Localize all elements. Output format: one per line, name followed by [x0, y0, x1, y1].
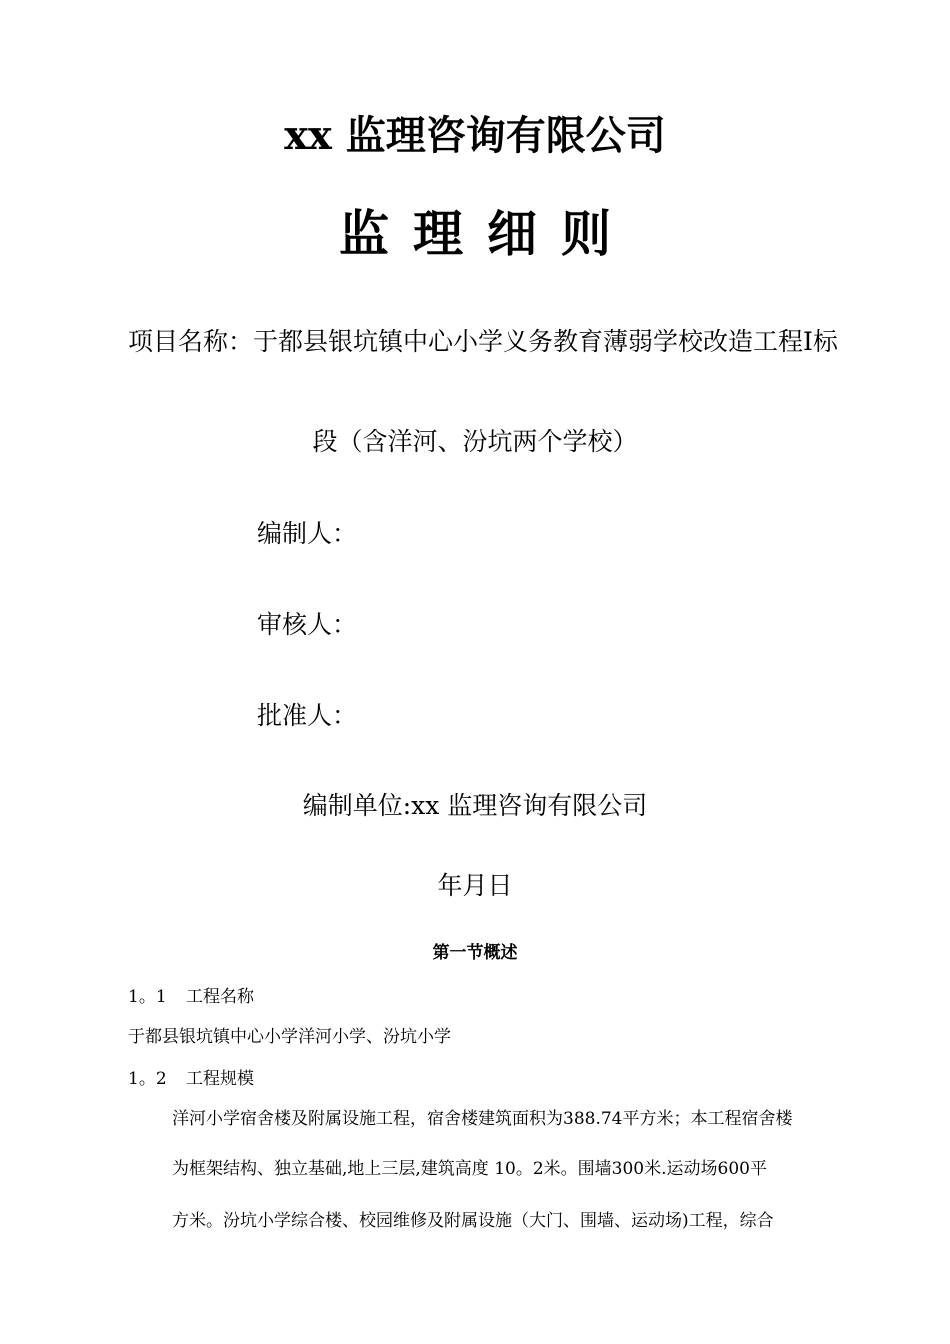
compiling-unit: 编制单位:xx 监理咨询有限公司 [302, 791, 648, 820]
project-name-line-1: 项目名称：于都县银坑镇中心小学义务教育薄弱学校改造工程Ⅰ标 [128, 327, 838, 356]
subheading-number: 1。2 [128, 1069, 167, 1089]
document-title: 监理细则 [339, 204, 635, 263]
subheading-project-scale [128, 1066, 254, 1092]
subheading-label: 工程规模 [186, 1069, 254, 1089]
compiler-field: 编制人： [257, 519, 358, 548]
subheading-project-name [128, 984, 254, 1010]
project-name-text: 于都县银坑镇中心小学洋河小学、汾坑小学 [128, 1027, 451, 1047]
subheading-label: 工程名称 [186, 987, 254, 1007]
scale-paragraph-line: 方米。汾坑小学综合楼、校园维修及附属设施（大门、围墙、运动场)工程，综合 [172, 1211, 774, 1231]
scale-paragraph-line: 洋河小学宿舍楼及附属设施工程，宿舍楼建筑面积为388.74平方米；本工程宿舍楼 [172, 1109, 793, 1129]
company-name: xx 监理咨询有限公司 [284, 112, 666, 159]
reviewer-field: 审核人： [257, 610, 358, 639]
scale-paragraph-line: 为框架结构、独立基础,地上三层,建筑高度 10。2米。围墙300米.运动场600平 [172, 1159, 767, 1179]
project-name-line-2: 段（含洋河、汾坑两个学校） [312, 427, 638, 456]
date-line: 年月日 [437, 871, 513, 900]
approver-field: 批准人： [257, 701, 358, 730]
section-heading: 第一节概述 [432, 943, 518, 963]
subheading-number: 1。1 [128, 987, 167, 1007]
